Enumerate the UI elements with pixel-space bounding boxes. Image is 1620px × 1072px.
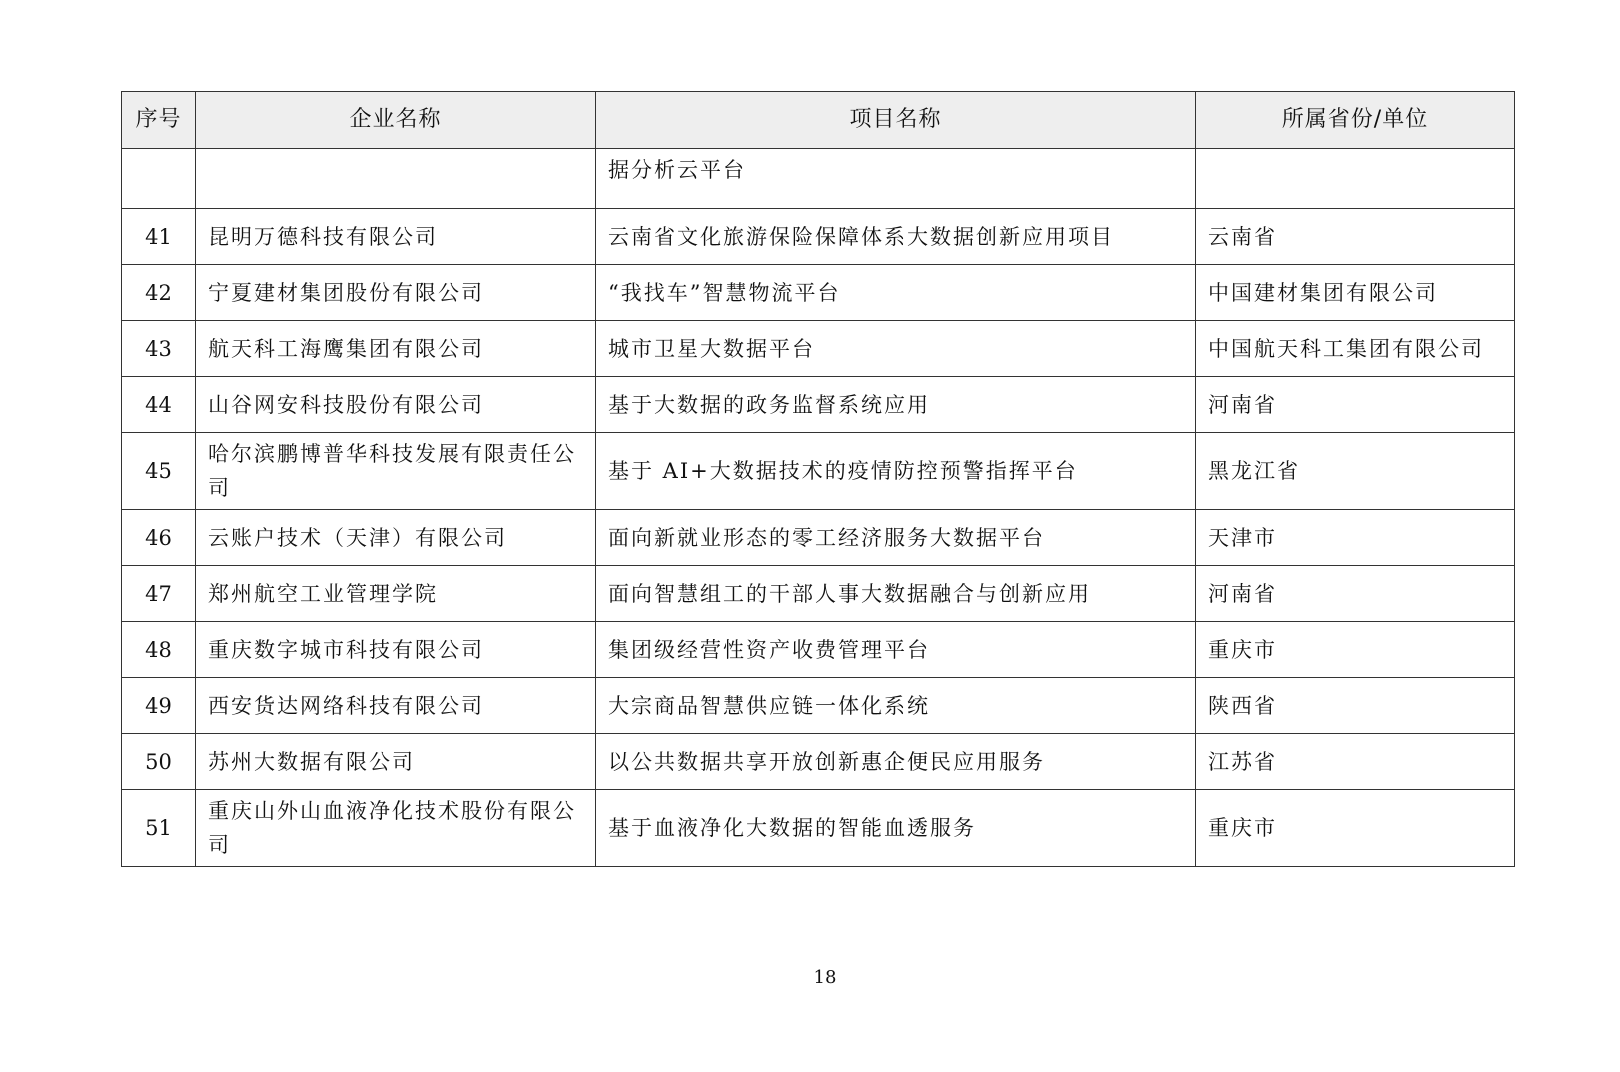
- cell-project: 基于血液净化大数据的智能血透服务: [596, 790, 1196, 867]
- header-project: 项目名称: [596, 92, 1196, 149]
- cell-seq: 41: [122, 209, 196, 265]
- cell-company: [196, 149, 596, 209]
- table-row-continuation: [122, 149, 1515, 209]
- table-row: [122, 734, 1515, 790]
- cell-province: 陕西省: [1196, 678, 1515, 734]
- cell-company: 郑州航空工业管理学院: [196, 566, 596, 622]
- cell-province: 河南省: [1196, 377, 1515, 433]
- header-province: 所属省份/单位: [1196, 92, 1515, 149]
- cell-project: 面向新就业形态的零工经济服务大数据平台: [596, 510, 1196, 566]
- table-row: [122, 321, 1515, 377]
- cell-province: [1196, 149, 1515, 209]
- cell-province: 天津市: [1196, 510, 1515, 566]
- cell-company: 重庆山外山血液净化技术股份有限公司: [196, 790, 596, 867]
- cell-project: 集团级经营性资产收费管理平台: [596, 622, 1196, 678]
- cell-company: 重庆数字城市科技有限公司: [196, 622, 596, 678]
- table-row: [122, 678, 1515, 734]
- cell-project: 以公共数据共享开放创新惠企便民应用服务: [596, 734, 1196, 790]
- cell-province: 重庆市: [1196, 790, 1515, 867]
- table-header-row: [122, 92, 1515, 149]
- project-table: [121, 91, 1515, 867]
- table-row: [122, 209, 1515, 265]
- header-seq: 序号: [122, 92, 196, 149]
- page-number: 18: [813, 967, 837, 988]
- header-company: 企业名称: [196, 92, 596, 149]
- cell-company: 西安货达网络科技有限公司: [196, 678, 596, 734]
- cell-company: 航天科工海鹰集团有限公司: [196, 321, 596, 377]
- cell-province: 中国建材集团有限公司: [1196, 265, 1515, 321]
- cell-seq: 45: [122, 433, 196, 510]
- cell-province: 江苏省: [1196, 734, 1515, 790]
- cell-company: 昆明万德科技有限公司: [196, 209, 596, 265]
- cell-project: 大宗商品智慧供应链一体化系统: [596, 678, 1196, 734]
- cell-seq: 42: [122, 265, 196, 321]
- cell-company: 云账户技术（天津）有限公司: [196, 510, 596, 566]
- cell-province: 重庆市: [1196, 622, 1515, 678]
- cell-company: 宁夏建材集团股份有限公司: [196, 265, 596, 321]
- cell-province: 黑龙江省: [1196, 433, 1515, 510]
- cell-company: 哈尔滨鹏博普华科技发展有限责任公司: [196, 433, 596, 510]
- cell-seq: 46: [122, 510, 196, 566]
- cell-seq: 50: [122, 734, 196, 790]
- cell-seq: 47: [122, 566, 196, 622]
- cell-project: 基于大数据的政务监督系统应用: [596, 377, 1196, 433]
- cell-project: 基于 AI+大数据技术的疫情防控预警指挥平台: [596, 433, 1196, 510]
- cell-province: 云南省: [1196, 209, 1515, 265]
- table-row: [122, 622, 1515, 678]
- cell-province: 河南省: [1196, 566, 1515, 622]
- cell-project: 云南省文化旅游保险保障体系大数据创新应用项目: [596, 209, 1196, 265]
- table-row: [122, 790, 1515, 867]
- cell-project: 据分析云平台: [596, 149, 1196, 209]
- cell-seq: 51: [122, 790, 196, 867]
- cell-province: 中国航天科工集团有限公司: [1196, 321, 1515, 377]
- cell-project: 城市卫星大数据平台: [596, 321, 1196, 377]
- cell-seq: 44: [122, 377, 196, 433]
- cell-project: “我找车”智慧物流平台: [596, 265, 1196, 321]
- cell-seq: 49: [122, 678, 196, 734]
- cell-seq: 43: [122, 321, 196, 377]
- table-row: [122, 566, 1515, 622]
- table-row: [122, 265, 1515, 321]
- cell-seq: 48: [122, 622, 196, 678]
- table-row: [122, 377, 1515, 433]
- cell-company: 山谷网安科技股份有限公司: [196, 377, 596, 433]
- table-row: [122, 433, 1515, 510]
- cell-project: 面向智慧组工的干部人事大数据融合与创新应用: [596, 566, 1196, 622]
- cell-company: 苏州大数据有限公司: [196, 734, 596, 790]
- table-row: [122, 510, 1515, 566]
- cell-seq: [122, 149, 196, 209]
